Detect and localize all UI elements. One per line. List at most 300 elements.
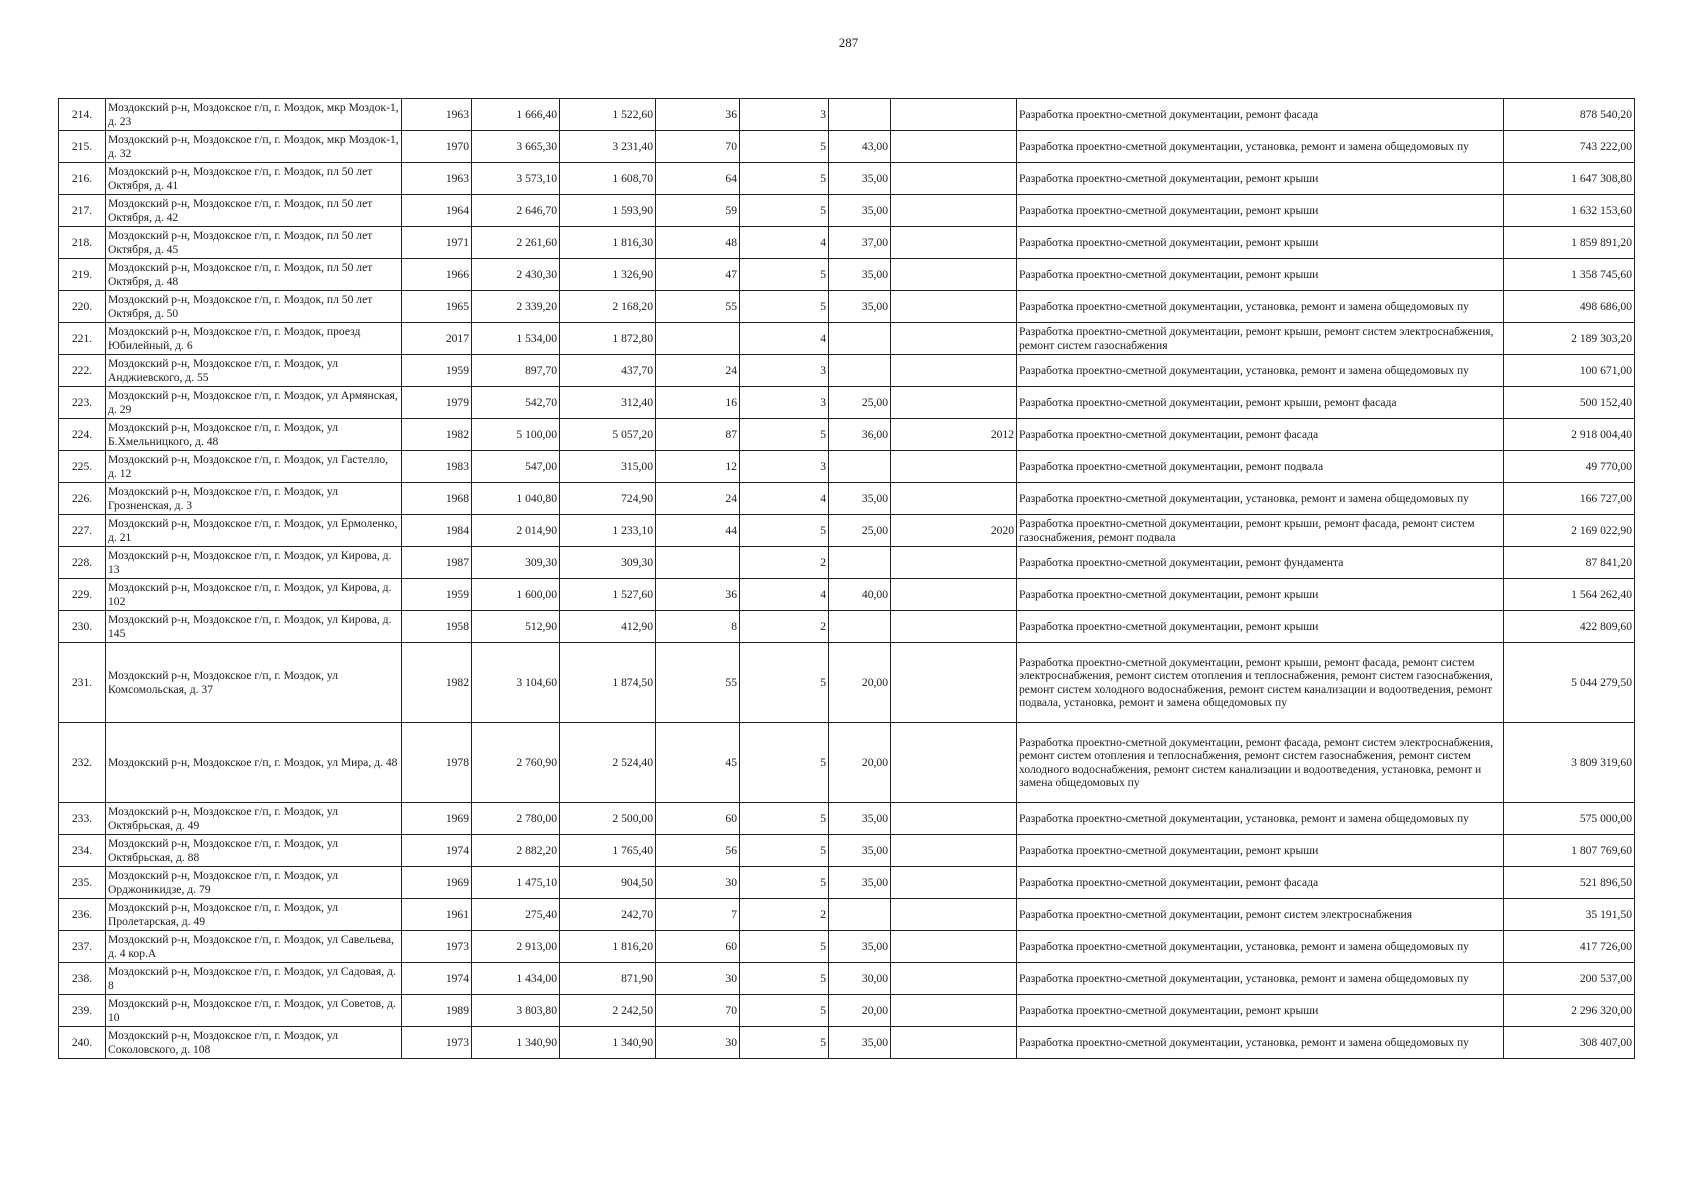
last-repair-year-cell [891, 451, 1017, 483]
address-cell: Моздокский р-н, Моздокское г/п, г. Моздок, проезд Юбилейный, д. 6 [106, 323, 402, 355]
total-area-cell: 2 760,90 [472, 723, 560, 803]
wear-percent-cell: 43,00 [829, 131, 891, 163]
last-repair-year-cell [891, 1027, 1017, 1059]
row-number: 219. [59, 259, 106, 291]
table-row [59, 867, 1635, 899]
cost-cell: 3 809 319,60 [1504, 723, 1635, 803]
row-number: 236. [59, 899, 106, 931]
living-area-cell: 1 608,70 [560, 163, 656, 195]
table-row [59, 963, 1635, 995]
wear-percent-cell: 30,00 [829, 963, 891, 995]
living-area-cell: 1 874,50 [560, 643, 656, 723]
address-cell: Моздокский р-н, Моздокское г/п, г. Моздок, ул Савельева, д. 4 кор.А [106, 931, 402, 963]
floors-cell: 5 [740, 195, 829, 227]
works-description-cell: Разработка проектно-сметной документации, установка, ремонт и замена общедомовых пу [1017, 483, 1504, 515]
cost-cell: 2 296 320,00 [1504, 995, 1635, 1027]
row-number: 237. [59, 931, 106, 963]
total-area-cell: 275,40 [472, 899, 560, 931]
table-row [59, 259, 1635, 291]
wear-percent-cell [829, 99, 891, 131]
residents-cell: 59 [656, 195, 740, 227]
residents-cell: 55 [656, 291, 740, 323]
residents-cell: 64 [656, 163, 740, 195]
total-area-cell: 1 475,10 [472, 867, 560, 899]
address-cell: Моздокский р-н, Моздокское г/п, г. Моздок, ул Анджиевского, д. 55 [106, 355, 402, 387]
year-built-cell: 1963 [402, 163, 472, 195]
works-description-cell: Разработка проектно-сметной документации, ремонт фасада, ремонт систем электроснабжения, ремонт систем отопления и теплоснабжения, ремонт систем газоснабжения, ремонт систем холодного водоснабжения, ремонт систем канализации и водоотведения, установка, ремонт и замена общедомовых пу [1017, 723, 1504, 803]
floors-cell: 5 [740, 643, 829, 723]
row-number: 218. [59, 227, 106, 259]
cost-cell: 1 807 769,60 [1504, 835, 1635, 867]
cost-cell: 308 407,00 [1504, 1027, 1635, 1059]
address-cell: Моздокский р-н, Моздокское г/п, г. Моздок, пл 50 лет Октября, д. 42 [106, 195, 402, 227]
living-area-cell: 1 816,20 [560, 931, 656, 963]
cost-cell: 100 671,00 [1504, 355, 1635, 387]
residents-cell: 44 [656, 515, 740, 547]
wear-percent-cell [829, 451, 891, 483]
floors-cell: 5 [740, 835, 829, 867]
address-cell: Моздокский р-н, Моздокское г/п, г. Моздок, ул Ермоленко, д. 21 [106, 515, 402, 547]
floors-cell: 4 [740, 227, 829, 259]
row-number: 214. [59, 99, 106, 131]
address-cell: Моздокский р-н, Моздокское г/п, г. Моздок, ул Кирова, д. 13 [106, 547, 402, 579]
housing-repair-table [58, 98, 1635, 1059]
address-cell: Моздокский р-н, Моздокское г/п, г. Моздок, пл 50 лет Октября, д. 41 [106, 163, 402, 195]
address-cell: Моздокский р-н, Моздокское г/п, г. Моздок, ул Грозненская, д. 3 [106, 483, 402, 515]
wear-percent-cell: 20,00 [829, 723, 891, 803]
cost-cell: 1 564 262,40 [1504, 579, 1635, 611]
total-area-cell: 2 882,20 [472, 835, 560, 867]
table-row [59, 835, 1635, 867]
page-number: 287 [838, 35, 859, 50]
row-number: 228. [59, 547, 106, 579]
table-row [59, 291, 1635, 323]
residents-cell: 24 [656, 483, 740, 515]
residents-cell: 45 [656, 723, 740, 803]
last-repair-year-cell [891, 611, 1017, 643]
living-area-cell: 1 593,90 [560, 195, 656, 227]
table-row [59, 387, 1635, 419]
total-area-cell: 3 573,10 [472, 163, 560, 195]
year-built-cell: 1989 [402, 995, 472, 1027]
living-area-cell: 315,00 [560, 451, 656, 483]
total-area-cell: 512,90 [472, 611, 560, 643]
residents-cell: 16 [656, 387, 740, 419]
last-repair-year-cell [891, 579, 1017, 611]
table-row [59, 931, 1635, 963]
table-row [59, 195, 1635, 227]
cost-cell: 417 726,00 [1504, 931, 1635, 963]
table-row [59, 483, 1635, 515]
works-description-cell: Разработка проектно-сметной документации, ремонт крыши, ремонт фасада, ремонт систем газоснабжения, ремонт подвала [1017, 515, 1504, 547]
works-description-cell: Разработка проектно-сметной документации, ремонт крыши [1017, 835, 1504, 867]
wear-percent-cell: 35,00 [829, 931, 891, 963]
floors-cell: 5 [740, 131, 829, 163]
residents-cell: 7 [656, 899, 740, 931]
works-description-cell: Разработка проектно-сметной документации, ремонт крыши, ремонт фасада [1017, 387, 1504, 419]
living-area-cell: 1 326,90 [560, 259, 656, 291]
total-area-cell: 2 913,00 [472, 931, 560, 963]
cost-cell: 498 686,00 [1504, 291, 1635, 323]
year-built-cell: 1969 [402, 867, 472, 899]
address-cell: Моздокский р-н, Моздокское г/п, г. Моздок, пл 50 лет Октября, д. 48 [106, 259, 402, 291]
last-repair-year-cell [891, 931, 1017, 963]
last-repair-year-cell [891, 195, 1017, 227]
works-description-cell: Разработка проектно-сметной документации, ремонт крыши, ремонт систем электроснабжения, ремонт систем газоснабжения [1017, 323, 1504, 355]
works-description-cell: Разработка проектно-сметной документации, ремонт фасада [1017, 867, 1504, 899]
wear-percent-cell: 35,00 [829, 1027, 891, 1059]
last-repair-year-cell [891, 803, 1017, 835]
last-repair-year-cell: 2020 [891, 515, 1017, 547]
table-row [59, 723, 1635, 803]
year-built-cell: 1968 [402, 483, 472, 515]
residents-cell: 60 [656, 803, 740, 835]
floors-cell: 3 [740, 387, 829, 419]
floors-cell: 5 [740, 723, 829, 803]
living-area-cell: 1 340,90 [560, 1027, 656, 1059]
living-area-cell: 2 524,40 [560, 723, 656, 803]
last-repair-year-cell [891, 163, 1017, 195]
year-built-cell: 1978 [402, 723, 472, 803]
wear-percent-cell: 37,00 [829, 227, 891, 259]
year-built-cell: 1974 [402, 835, 472, 867]
works-description-cell: Разработка проектно-сметной документации, ремонт фундамента [1017, 547, 1504, 579]
total-area-cell: 1 434,00 [472, 963, 560, 995]
works-description-cell: Разработка проектно-сметной документации, установка, ремонт и замена общедомовых пу [1017, 803, 1504, 835]
living-area-cell: 437,70 [560, 355, 656, 387]
residents-cell: 87 [656, 419, 740, 451]
living-area-cell: 1 522,60 [560, 99, 656, 131]
wear-percent-cell [829, 355, 891, 387]
cost-cell: 521 896,50 [1504, 867, 1635, 899]
row-number: 221. [59, 323, 106, 355]
total-area-cell: 309,30 [472, 547, 560, 579]
last-repair-year-cell [891, 899, 1017, 931]
table-row [59, 803, 1635, 835]
year-built-cell: 1964 [402, 195, 472, 227]
living-area-cell: 2 242,50 [560, 995, 656, 1027]
table-row [59, 995, 1635, 1027]
address-cell: Моздокский р-н, Моздокское г/п, г. Моздок, ул Советов, д. 10 [106, 995, 402, 1027]
floors-cell: 3 [740, 451, 829, 483]
row-number: 229. [59, 579, 106, 611]
row-number: 239. [59, 995, 106, 1027]
living-area-cell: 1 233,10 [560, 515, 656, 547]
total-area-cell: 1 666,40 [472, 99, 560, 131]
living-area-cell: 724,90 [560, 483, 656, 515]
cost-cell: 1 632 153,60 [1504, 195, 1635, 227]
floors-cell: 2 [740, 899, 829, 931]
address-cell: Моздокский р-н, Моздокское г/п, г. Моздок, ул Октябрьская, д. 49 [106, 803, 402, 835]
works-description-cell: Разработка проектно-сметной документации, ремонт крыши [1017, 227, 1504, 259]
works-description-cell: Разработка проектно-сметной документации, ремонт крыши [1017, 995, 1504, 1027]
row-number: 238. [59, 963, 106, 995]
row-number: 227. [59, 515, 106, 547]
year-built-cell: 1984 [402, 515, 472, 547]
year-built-cell: 1982 [402, 643, 472, 723]
year-built-cell: 1959 [402, 579, 472, 611]
total-area-cell: 2 430,30 [472, 259, 560, 291]
cost-cell: 1 358 745,60 [1504, 259, 1635, 291]
address-cell: Моздокский р-н, Моздокское г/п, г. Моздок, ул Армянская, д. 29 [106, 387, 402, 419]
floors-cell: 5 [740, 291, 829, 323]
works-description-cell: Разработка проектно-сметной документации, установка, ремонт и замена общедомовых пу [1017, 291, 1504, 323]
last-repair-year-cell [891, 995, 1017, 1027]
row-number: 222. [59, 355, 106, 387]
wear-percent-cell [829, 899, 891, 931]
total-area-cell: 547,00 [472, 451, 560, 483]
works-description-cell: Разработка проектно-сметной документации, ремонт подвала [1017, 451, 1504, 483]
works-description-cell: Разработка проектно-сметной документации, ремонт фасада [1017, 99, 1504, 131]
last-repair-year-cell [891, 99, 1017, 131]
last-repair-year-cell [891, 643, 1017, 723]
living-area-cell: 5 057,20 [560, 419, 656, 451]
works-description-cell: Разработка проектно-сметной документации, ремонт крыши [1017, 163, 1504, 195]
floors-cell: 5 [740, 1027, 829, 1059]
year-built-cell: 1973 [402, 931, 472, 963]
total-area-cell: 2 780,00 [472, 803, 560, 835]
residents-cell [656, 547, 740, 579]
floors-cell: 3 [740, 99, 829, 131]
residents-cell: 30 [656, 1027, 740, 1059]
address-cell: Моздокский р-н, Моздокское г/п, г. Моздок, ул Кирова, д. 102 [106, 579, 402, 611]
floors-cell: 5 [740, 931, 829, 963]
floors-cell: 4 [740, 323, 829, 355]
wear-percent-cell: 35,00 [829, 803, 891, 835]
living-area-cell: 2 500,00 [560, 803, 656, 835]
table-row [59, 451, 1635, 483]
cost-cell: 575 000,00 [1504, 803, 1635, 835]
floors-cell: 5 [740, 995, 829, 1027]
floors-cell: 2 [740, 547, 829, 579]
year-built-cell: 1982 [402, 419, 472, 451]
total-area-cell: 3 803,80 [472, 995, 560, 1027]
works-description-cell: Разработка проектно-сметной документации, ремонт крыши, ремонт фасада, ремонт систем электроснабжения, ремонт систем отопления и теплоснабжения, ремонт систем газоснабжения, ремонт систем холодного водоснабжения, ремонт систем канализации и водоотведения, ремонт подвала, установка, ремонт и замена общедомовых пу [1017, 643, 1504, 723]
address-cell: Моздокский р-н, Моздокское г/п, г. Моздок, пл 50 лет Октября, д. 50 [106, 291, 402, 323]
table-row [59, 1027, 1635, 1059]
cost-cell: 878 540,20 [1504, 99, 1635, 131]
address-cell: Моздокский р-н, Моздокское г/п, г. Моздок, ул Октябрьская, д. 88 [106, 835, 402, 867]
living-area-cell: 1 527,60 [560, 579, 656, 611]
last-repair-year-cell [891, 323, 1017, 355]
floors-cell: 5 [740, 163, 829, 195]
wear-percent-cell: 35,00 [829, 259, 891, 291]
year-built-cell: 1971 [402, 227, 472, 259]
wear-percent-cell: 35,00 [829, 867, 891, 899]
year-built-cell: 1969 [402, 803, 472, 835]
address-cell: Моздокский р-н, Моздокское г/п, г. Моздок, ул Пролетарская, д. 49 [106, 899, 402, 931]
wear-percent-cell [829, 547, 891, 579]
floors-cell: 3 [740, 355, 829, 387]
wear-percent-cell: 20,00 [829, 643, 891, 723]
works-description-cell: Разработка проектно-сметной документации, ремонт крыши [1017, 259, 1504, 291]
table-row [59, 547, 1635, 579]
works-description-cell: Разработка проектно-сметной документации, установка, ремонт и замена общедомовых пу [1017, 1027, 1504, 1059]
row-number: 223. [59, 387, 106, 419]
table-row [59, 899, 1635, 931]
row-number: 230. [59, 611, 106, 643]
year-built-cell: 1965 [402, 291, 472, 323]
residents-cell: 48 [656, 227, 740, 259]
residents-cell [656, 323, 740, 355]
cost-cell: 2 169 022,90 [1504, 515, 1635, 547]
year-built-cell: 1979 [402, 387, 472, 419]
table-row [59, 227, 1635, 259]
works-description-cell: Разработка проектно-сметной документации, ремонт крыши [1017, 579, 1504, 611]
cost-cell: 422 809,60 [1504, 611, 1635, 643]
table-row [59, 323, 1635, 355]
living-area-cell: 871,90 [560, 963, 656, 995]
floors-cell: 5 [740, 515, 829, 547]
table-body [59, 99, 1635, 1059]
wear-percent-cell: 35,00 [829, 483, 891, 515]
year-built-cell: 1987 [402, 547, 472, 579]
address-cell: Моздокский р-н, Моздокское г/п, г. Моздок, ул Кирова, д. 145 [106, 611, 402, 643]
row-number: 235. [59, 867, 106, 899]
residents-cell: 55 [656, 643, 740, 723]
cost-cell: 2 918 004,40 [1504, 419, 1635, 451]
cost-cell: 500 152,40 [1504, 387, 1635, 419]
address-cell: Моздокский р-н, Моздокское г/п, г. Моздок, ул Садовая, д. 8 [106, 963, 402, 995]
address-cell: Моздокский р-н, Моздокское г/п, г. Моздок, ул Б.Хмельницкого, д. 48 [106, 419, 402, 451]
year-built-cell: 1961 [402, 899, 472, 931]
row-number: 217. [59, 195, 106, 227]
total-area-cell: 2 261,60 [472, 227, 560, 259]
residents-cell: 36 [656, 99, 740, 131]
works-description-cell: Разработка проектно-сметной документации, установка, ремонт и замена общедомовых пу [1017, 931, 1504, 963]
table-row [59, 611, 1635, 643]
residents-cell: 30 [656, 867, 740, 899]
row-number: 231. [59, 643, 106, 723]
cost-cell: 5 044 279,50 [1504, 643, 1635, 723]
wear-percent-cell: 20,00 [829, 995, 891, 1027]
row-number: 215. [59, 131, 106, 163]
year-built-cell: 1959 [402, 355, 472, 387]
living-area-cell: 1 765,40 [560, 835, 656, 867]
residents-cell: 70 [656, 131, 740, 163]
residents-cell: 8 [656, 611, 740, 643]
table-row [59, 163, 1635, 195]
last-repair-year-cell [891, 387, 1017, 419]
wear-percent-cell: 35,00 [829, 195, 891, 227]
wear-percent-cell [829, 323, 891, 355]
wear-percent-cell [829, 611, 891, 643]
total-area-cell: 3 665,30 [472, 131, 560, 163]
row-number: 225. [59, 451, 106, 483]
works-description-cell: Разработка проектно-сметной документации, установка, ремонт и замена общедомовых пу [1017, 131, 1504, 163]
living-area-cell: 2 168,20 [560, 291, 656, 323]
table-row [59, 355, 1635, 387]
table-row [59, 643, 1635, 723]
total-area-cell: 5 100,00 [472, 419, 560, 451]
address-cell: Моздокский р-н, Моздокское г/п, г. Моздок, мкр Моздок-1, д. 32 [106, 131, 402, 163]
last-repair-year-cell [891, 483, 1017, 515]
works-description-cell: Разработка проектно-сметной документации, установка, ремонт и замена общедомовых пу [1017, 963, 1504, 995]
cost-cell: 87 841,20 [1504, 547, 1635, 579]
address-cell: Моздокский р-н, Моздокское г/п, г. Моздок, ул Гастелло, д. 12 [106, 451, 402, 483]
wear-percent-cell: 35,00 [829, 163, 891, 195]
floors-cell: 5 [740, 259, 829, 291]
floors-cell: 5 [740, 803, 829, 835]
residents-cell: 70 [656, 995, 740, 1027]
last-repair-year-cell: 2012 [891, 419, 1017, 451]
wear-percent-cell: 36,00 [829, 419, 891, 451]
total-area-cell: 3 104,60 [472, 643, 560, 723]
table-row [59, 579, 1635, 611]
cost-cell: 35 191,50 [1504, 899, 1635, 931]
table-row [59, 131, 1635, 163]
address-cell: Моздокский р-н, Моздокское г/п, г. Моздок, ул Мира, д. 48 [106, 723, 402, 803]
cost-cell: 2 189 303,20 [1504, 323, 1635, 355]
row-number: 220. [59, 291, 106, 323]
floors-cell: 5 [740, 867, 829, 899]
cost-cell: 1 647 308,80 [1504, 163, 1635, 195]
table-row [59, 99, 1635, 131]
address-cell: Моздокский р-н, Моздокское г/п, г. Моздок, ул Орджоникидзе, д. 79 [106, 867, 402, 899]
living-area-cell: 1 816,30 [560, 227, 656, 259]
living-area-cell: 242,70 [560, 899, 656, 931]
residents-cell: 60 [656, 931, 740, 963]
floors-cell: 2 [740, 611, 829, 643]
last-repair-year-cell [891, 291, 1017, 323]
total-area-cell: 542,70 [472, 387, 560, 419]
row-number: 233. [59, 803, 106, 835]
total-area-cell: 2 014,90 [472, 515, 560, 547]
row-number: 240. [59, 1027, 106, 1059]
last-repair-year-cell [891, 547, 1017, 579]
last-repair-year-cell [891, 723, 1017, 803]
residents-cell: 24 [656, 355, 740, 387]
living-area-cell: 904,50 [560, 867, 656, 899]
row-number: 234. [59, 835, 106, 867]
address-cell: Моздокский р-н, Моздокское г/п, г. Моздок, мкр Моздок-1, д. 23 [106, 99, 402, 131]
living-area-cell: 412,90 [560, 611, 656, 643]
works-description-cell: Разработка проектно-сметной документации, установка, ремонт и замена общедомовых пу [1017, 355, 1504, 387]
wear-percent-cell: 25,00 [829, 515, 891, 547]
total-area-cell: 2 646,70 [472, 195, 560, 227]
total-area-cell: 1 600,00 [472, 579, 560, 611]
row-number: 232. [59, 723, 106, 803]
year-built-cell: 1973 [402, 1027, 472, 1059]
cost-cell: 743 222,00 [1504, 131, 1635, 163]
last-repair-year-cell [891, 355, 1017, 387]
wear-percent-cell: 35,00 [829, 835, 891, 867]
last-repair-year-cell [891, 835, 1017, 867]
year-built-cell: 1970 [402, 131, 472, 163]
residents-cell: 36 [656, 579, 740, 611]
wear-percent-cell: 40,00 [829, 579, 891, 611]
row-number: 216. [59, 163, 106, 195]
works-description-cell: Разработка проектно-сметной документации, ремонт крыши [1017, 195, 1504, 227]
works-description-cell: Разработка проектно-сметной документации, ремонт фасада [1017, 419, 1504, 451]
row-number: 226. [59, 483, 106, 515]
year-built-cell: 1963 [402, 99, 472, 131]
last-repair-year-cell [891, 131, 1017, 163]
works-description-cell: Разработка проектно-сметной документации, ремонт систем электроснабжения [1017, 899, 1504, 931]
total-area-cell: 1 534,00 [472, 323, 560, 355]
year-built-cell: 1974 [402, 963, 472, 995]
year-built-cell: 1958 [402, 611, 472, 643]
table-row [59, 419, 1635, 451]
living-area-cell: 312,40 [560, 387, 656, 419]
last-repair-year-cell [891, 867, 1017, 899]
wear-percent-cell: 35,00 [829, 291, 891, 323]
floors-cell: 5 [740, 419, 829, 451]
floors-cell: 4 [740, 579, 829, 611]
total-area-cell: 897,70 [472, 355, 560, 387]
cost-cell: 200 537,00 [1504, 963, 1635, 995]
residents-cell: 12 [656, 451, 740, 483]
